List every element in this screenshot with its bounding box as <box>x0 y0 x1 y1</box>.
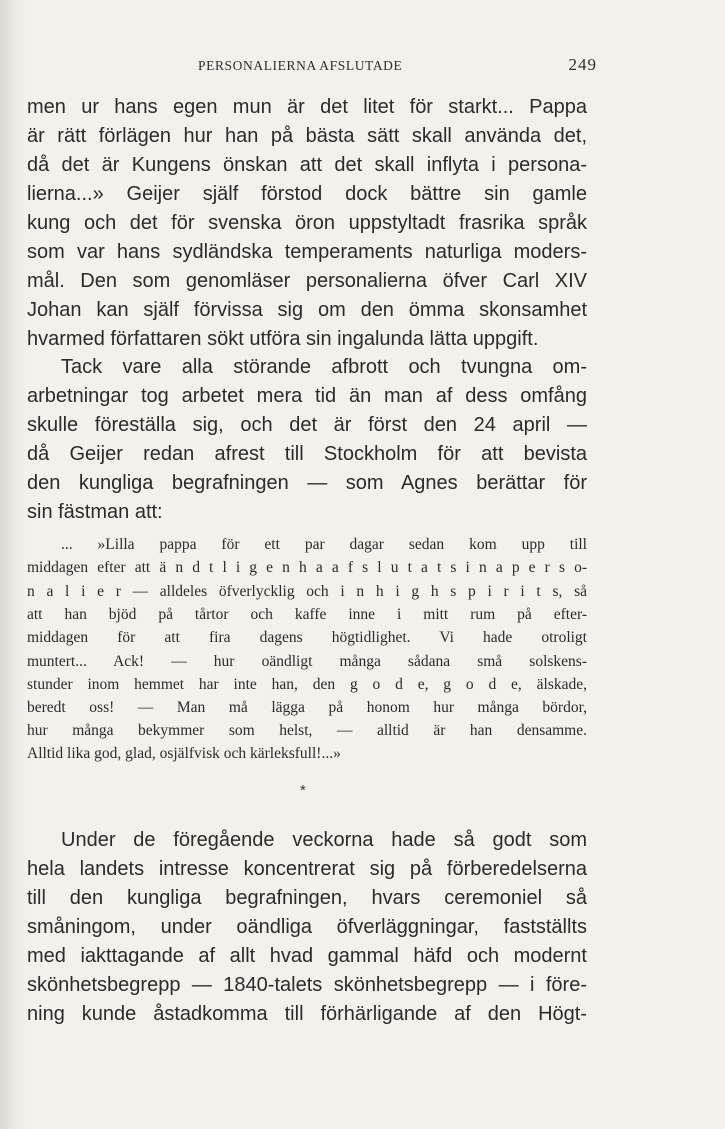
quote-line: hur många bekymmer som helst, — alltid är han densamme. <box>27 722 587 739</box>
body-line: Johan kan själf förvissa sig om den ömma skonsamhet <box>27 299 587 321</box>
body-line: som var hans sydländska temperaments naturliga moders- <box>27 241 587 263</box>
body-line: är rätt förlägen hur han på bästa sätt skall använda det, <box>27 125 587 147</box>
quote-line: muntert... Ack! — hur oändligt många sådana små solskens- <box>27 653 587 670</box>
body-line: kung och det för svenska öron uppstyltadt frasrika språk <box>27 212 587 234</box>
page-number: 249 <box>568 55 597 74</box>
body-line: Tack vare alla störande afbrott och tvungna om- <box>61 356 587 378</box>
body-line: sin fästman att: <box>27 501 163 523</box>
quote-line: ... »Lilla pappa för ett par dagar sedan kom upp till <box>61 536 587 553</box>
body-line: då det är Kungens önskan att det skall inflyta i persona- <box>27 154 587 176</box>
section-separator: * <box>300 782 306 799</box>
body-line: småningom, under oändliga öfverläggningar, fastställts <box>27 916 587 938</box>
body-line: med iakttagande af allt hvad gammal häfd och modernt <box>27 945 587 967</box>
quote-line: att han bjöd på tårtor och kaffe inne i mitt rum på efter- <box>27 606 587 623</box>
page-binding-shadow <box>0 0 26 1129</box>
body-line: den kungliga begrafningen — som Agnes berättar för <box>27 472 587 494</box>
quote-line: beredt oss! — Man må lägga på honom hur många bördor, <box>27 699 587 716</box>
body-line: skönhetsbegrepp — 1840-talets skönhetsbegrepp — i före- <box>27 974 587 996</box>
running-head: PERSONALIERNA AFSLUTADE <box>198 58 403 73</box>
body-line: skulle föreställa sig, och det är först den 24 april — <box>27 414 587 436</box>
body-line: men ur hans egen mun är det litet för starkt... Pappa <box>27 96 587 118</box>
body-line: då Geijer redan afrest till Stockholm för att bevista <box>27 443 587 465</box>
quote-line: Alltid lika god, glad, osjälfvisk och kärleksfull!...» <box>27 745 341 762</box>
quote-line: middagen för att fira dagens högtidlighet. Vi hade otroligt <box>27 629 587 646</box>
quote-line: middagen efter att ä n d t l i g e n h a a f s l u t a t s i n a p e r s o- <box>27 559 587 576</box>
quote-line: stunder inom hemmet har inte han, den g o d e, g o d e, älskade, <box>27 676 587 693</box>
body-line: ning kunde åstadkomma till förhärligande af den Högt- <box>27 1003 587 1025</box>
body-line: Under de föregående veckorna hade så godt som <box>61 829 587 851</box>
body-line: till den kungliga begrafningen, hvars ceremoniel så <box>27 887 587 909</box>
body-line: hvarmed författaren sökt utföra sin ingalunda lätta uppgift. <box>27 328 539 350</box>
body-line: lierna...» Geijer själf förstod dock bättre sin gamle <box>27 183 587 205</box>
quote-line: n a l i e r — alldeles öfverlycklig och i n h i g h s p i r i t s, så <box>27 583 587 600</box>
body-line: hela landets intresse koncentrerat sig på förberedelserna <box>27 858 587 880</box>
body-line: arbetningar tog arbetet mera tid än man af dess omfång <box>27 385 587 407</box>
body-line: mål. Den som genomläser personalierna öfver Carl XIV <box>27 270 587 292</box>
